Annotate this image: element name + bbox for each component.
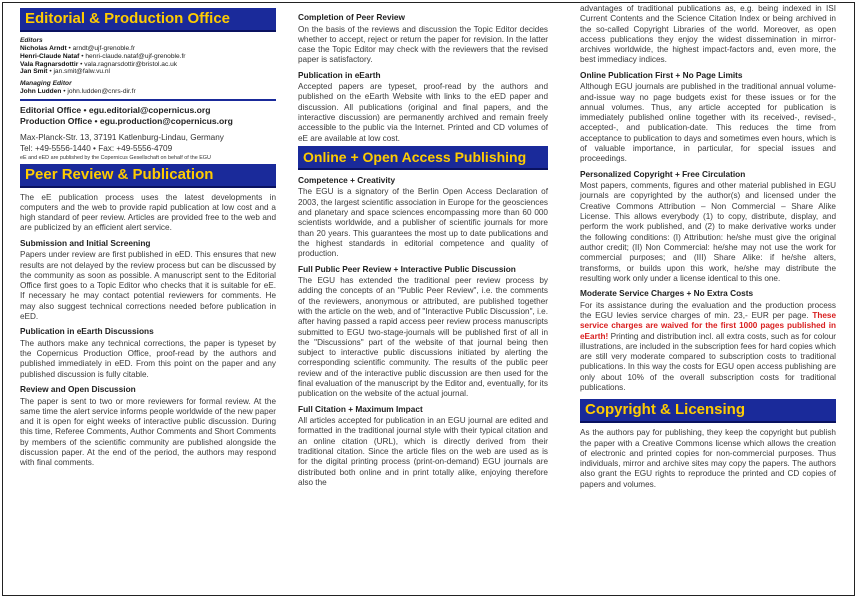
column-left <box>20 6 276 471</box>
peer-intro: The eE publication process uses the latest developments in computers and the web to provide rapid publication at low cost and a high standard of peer review. Articles are provided free to the web and are publicized by an efficient alert service. <box>20 192 276 233</box>
section-text: On the basis of the reviews and discussion the Topic Editor decides whether to accept, reject or return the paper for revision. In the latter case the Topic Editor may check with the reviewers that the revised paper is satisfactory. <box>298 24 548 65</box>
section-text: Although EGU journals are published in the traditional annual volume-and-issue way no page budgets exist for these issues or for the annual volumes. Thus, any article accepted for publication is immediately published online together with its received-, revised-, accepted-, and publication-date. This reduces the time from acceptance to publication to days and sometimes even hours, which is of valuable importance, in particular, for special issues and proceedings. <box>580 82 836 164</box>
section-heading: Full Citation + Maximum Impact <box>298 403 423 414</box>
editor-email: vala.ragnarsdottir@bristol.ac.uk <box>84 60 178 68</box>
copyright-text: As the authors pay for publishing, they keep the copyright but publish the paper with a Creative Commons license which allows the creation of electronic and printed copies for non-commercial purposes. Thus individuals, mirror and archive sites may copy the papers. The authors also grant the EGU rights to reproduce the printed and CD copies of papers and volumes. <box>580 428 836 489</box>
section-heading: Personalized Copyright + Free Circulation <box>580 168 746 179</box>
section-heading: Submission and Initial Screening <box>20 237 151 248</box>
editor-row: Vala Ragnarsdottir • vala.ragnarsdottir@bristol.ac.uk <box>20 60 178 68</box>
managing-name: John Ludden <box>20 88 62 96</box>
editor-email: arndt@ujf-grenoble.fr <box>72 45 136 53</box>
editorial-office: Editorial Office • egu.editorial@copernicus.org <box>20 104 211 115</box>
office-banner: Editorial & Production Office <box>20 8 276 32</box>
section-heading: Completion of Peer Review <box>298 12 405 22</box>
editor-row: Jan Smit • jan.smit@falw.vu.nl <box>20 68 111 76</box>
section-heading: Online Publication First + No Page Limits <box>580 69 743 80</box>
section-text: The authors make any technical corrections, the paper is typeset by the Copernicus Production Office, proof-read by the authors and published immediately in eED. From this point on the paper and any published discussion is fully citable. <box>20 338 276 379</box>
section-text: Most papers, comments, figures and other material published in EGU journals are copyrighted by the author(s) and licensed under the Creative Commons Attribution – Non Commercial – Share Alike License. This allows everybody (1) to copy, distribute, display, and perform the work published, and (2) to make derivative works under the following conditions: (I) Attribution: he/she must give the original author credit; (II) Non Commercial: he/she may not use the work for commercial purposes; and (III) Share Alike: if he/she alters, transforms, or builds upon this work, he/she may distribute the resulting work only under a license identical to this one. <box>580 181 836 283</box>
editor-row: Nicholas Arndt • arndt@ujf-grenoble.fr <box>20 45 136 53</box>
open-access-banner: Online + Open Access Publishing <box>298 146 548 170</box>
section-heading: Publication in eEarth <box>298 69 381 80</box>
waiver-highlight: These service charges are waived for the first 1000 pages published in eEarth! <box>580 310 836 341</box>
copyright-banner: Copyright & Licensing <box>580 399 836 423</box>
section-heading: Moderate Service Charges + No Extra Costs <box>580 288 754 299</box>
section-text: The EGU has extended the traditional peer review process by adding the concepts of an "Public Peer Review", i.e. the comments of the reviewers, anonymous or attributed, are published together with the article on the web, and of "Interactive Public Discussion", i.e. after having passed a rapid access peer review process manuscripts submitted to EGU two-stage-journals will be published first of all in the "Discussions" part of the website of that journal being then subject to interactive public discussions initiated by alerting the corresponding scientific community. The results of the public peer review and of the interactive public discussion are then used for the final evaluation of the manuscript by the Editor and, eventually, for its publication on the website of the actual journal. <box>298 276 548 399</box>
peer-review-banner: Peer Review & Publication <box>20 164 276 188</box>
section-heading: Competence + Creativity <box>298 174 396 185</box>
charges-text: For its assistance during the evaluation and the production process the EGU levies service charges of min. 23,- EUR per page. <box>580 300 836 320</box>
continued-text: advantages of traditional publications as, e.g. being indexed in ISI Current Contents and the Science Citation Index or being archived in the so-called Copyright Libraries of the world. Moreover, as open access publications they enjoy the widest dissemination in mirror-archives worldwide, the highest impact-factors and, even more, the best immediacy indices. <box>580 4 836 65</box>
divider <box>20 99 276 101</box>
section-text <box>580 301 836 394</box>
section-text: Accepted papers are typeset, proof-read by the authors and published on the eEarth Website with links to the eED paper and discussion. All publications (original and final papers, and the interactive discussion) are permanently archived and remain freely accessible to the public via the Internet. Printed and CD volumes of eE are available at low cost. <box>298 82 548 143</box>
section-text: Papers under review are first published in eED. This ensures that new results are not delayed by the review process but can be discussed by the community as soon as possible. A manuscript sent to the Editorial Office first goes to a Topic Editor who checks that it is suitable for eE. If necessary he may contact potential reviewers for comments. He may also suggest technical corrections needed before publication in eED. <box>20 250 276 322</box>
section-text: All articles accepted for publication in an EGU journal are edited and formatted in the traditional journal style with their typical citation and an online citation (URL), which is directly derived from their traditional citation. Since the article files on the web are used as is for the digital printing process (print-on-demand) EGU journals are distributed both online and in print totally alike, enjoying therefore also the <box>298 416 548 487</box>
editor-name: Henri-Claude Nataf <box>20 53 80 60</box>
editor-name: Jan Smit <box>20 68 48 76</box>
editor-name: Nicholas Arndt <box>20 45 67 53</box>
editor-name: Vala Ragnarsdottir <box>20 60 79 68</box>
column-right <box>580 6 836 492</box>
production-office: Production Office • egu.production@copernicus.org <box>20 116 233 127</box>
column-middle <box>298 6 548 490</box>
section-text: The paper is sent to two or more reviewers for formal review. At the same time the alert service informs people worldwide of the new paper and it is open for eight weeks of interactive public discussion. During this time, Referee Comments, Author Comments and Short Comments by members of the scientific community are published alongside the discussion paper. At the end of the period, the authors may respond with final comments. <box>20 396 276 468</box>
section-heading: Review and Open Discussion <box>20 384 136 395</box>
charges-text-continued: Printing and distribution incl. all extra costs, such as for colour illustrations, are included in the subscription fees for hard copies which are still very moderate compared to subscription costs to traditional publications. In this way the costs for EGU open access publishing are only about 10% of the overall subscription costs for traditional publications. <box>580 331 836 392</box>
section-heading: Publication in eEarth Discussions <box>20 326 154 337</box>
managing-label: Managing Editor <box>20 79 72 87</box>
publisher-note: eE and eED are published by the Copernicus Gesellschaft on behalf of the EGU <box>20 154 211 161</box>
editor-email: henri-claude.nataf@ujf-grenoble.fr <box>85 53 186 60</box>
managing-row: John Ludden • john.ludden@cnrs-dir.fr <box>20 88 136 96</box>
section-text: The EGU is a signatory of the Berlin Open Access Declaration of 2003, the largest scientific association in Europe for the geosciences and planetary and space sciences encompassing more than 60 000 scientists worldwide, and a publisher of scientific journals for more than 20 years. This guarantees the most up to date publications and the highest standards in editorial competence and quality of production. <box>298 187 548 259</box>
managing-email: john.ludden@cnrs-dir.fr <box>67 88 136 96</box>
editor-email: jan.smit@falw.vu.nl <box>53 68 111 76</box>
section-heading: Full Public Peer Review + Interactive Public Discussion <box>298 263 516 274</box>
editor-row: Henri-Claude Nataf • henri-claude.nataf@ujf-grenoble.fr <box>20 53 186 60</box>
address: Max-Planck-Str. 13, 37191 Katlenburg-Lindau, Germany <box>20 132 224 142</box>
phone-fax: Tel: +49-5556-1440 • Fax: +49-5556-4709 <box>20 143 173 153</box>
editors-label: Editors <box>20 37 43 44</box>
